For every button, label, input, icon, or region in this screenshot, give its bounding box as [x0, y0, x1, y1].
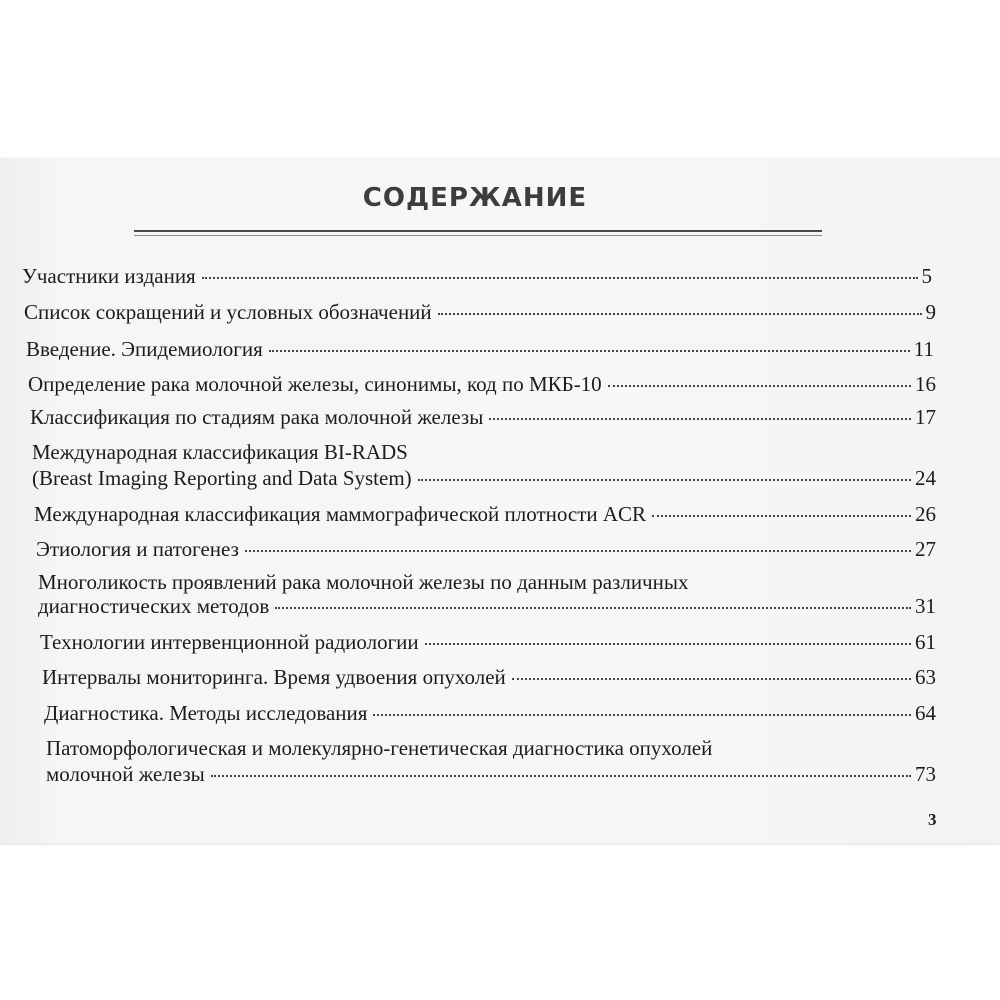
dot-leader	[438, 313, 922, 315]
dot-leader	[373, 714, 911, 716]
toc-entry-title: Этиология и патогенез	[36, 537, 239, 561]
toc-entry-title: (Breast Imaging Reporting and Data System)	[32, 466, 412, 490]
dot-leader	[652, 515, 911, 517]
toc-entry	[22, 264, 932, 288]
toc-entry-page: 16	[915, 372, 936, 396]
toc-entry-page: 24	[915, 466, 936, 490]
toc-entry-title: Технологии интервенционной радиологии	[40, 630, 419, 654]
dot-leader	[245, 550, 911, 552]
toc-entry-title: Интервалы мониторинга. Время удвоения опухолей	[42, 665, 506, 689]
toc-entry-page: 61	[915, 630, 936, 654]
toc-entry	[38, 594, 936, 618]
toc-entry-title: диагностических методов	[38, 594, 270, 618]
toc-entry-title: Введение. Эпидемиология	[26, 337, 263, 361]
toc-entry	[40, 630, 936, 654]
dot-leader	[269, 350, 910, 352]
toc-entry-page: 27	[915, 537, 936, 561]
toc-entry-title: молочной железы	[46, 762, 205, 786]
toc-entry-title: Классификация по стадиям рака молочной железы	[30, 405, 484, 429]
toc-entry	[26, 337, 934, 361]
toc-entry-page: 64	[915, 701, 936, 725]
dot-leader	[275, 607, 911, 609]
toc-entry-title-line1: Международная классификация BI-RADS	[32, 440, 408, 464]
toc-entry-page: 63	[915, 665, 936, 689]
toc-entry-title-line1: Патоморфологическая и молекулярно-генетическая диагностика опухолей	[46, 736, 713, 760]
toc-entry-title: Определение рака молочной железы, синонимы, код по МКБ-10	[28, 372, 602, 396]
toc-entry-title-line1: Многоликость проявлений рака молочной железы по данным различных	[38, 570, 689, 594]
toc-entry	[24, 300, 936, 324]
toc-entry	[44, 701, 936, 725]
toc-entry-title: Участники издания	[22, 264, 196, 288]
toc-entry	[36, 537, 936, 561]
dot-leader	[202, 277, 918, 279]
toc-entry-page: 73	[915, 762, 936, 786]
page-title: СОДЕРЖАНИЕ	[362, 183, 588, 213]
title-rule	[134, 230, 822, 232]
toc-entry	[32, 466, 936, 490]
toc-entry	[28, 372, 936, 396]
toc-entry	[30, 405, 936, 429]
toc-entry-title: Список сокращений и условных обозначений	[24, 300, 432, 324]
toc-entry-page: 17	[915, 405, 936, 429]
page-number: 3	[928, 810, 937, 829]
dot-leader	[608, 385, 911, 387]
dot-leader	[418, 479, 911, 481]
toc-entry-page: 9	[925, 300, 936, 324]
title-rule-thin	[134, 235, 822, 236]
toc-entry-page: 26	[915, 502, 936, 526]
toc-entry	[34, 502, 936, 526]
dot-leader	[512, 678, 911, 680]
toc-entry	[46, 762, 936, 786]
dot-leader	[489, 418, 911, 420]
toc-entry-page: 31	[915, 594, 936, 618]
toc-entry-title: Международная классификация маммографической плотности ACR	[34, 502, 647, 526]
toc-entry	[42, 665, 936, 689]
dot-leader	[211, 775, 911, 777]
toc-entry-page: 11	[913, 337, 934, 361]
toc-entry-page: 5	[921, 264, 932, 288]
toc-entry-title: Диагностика. Методы исследования	[44, 701, 368, 725]
dot-leader	[425, 643, 911, 645]
